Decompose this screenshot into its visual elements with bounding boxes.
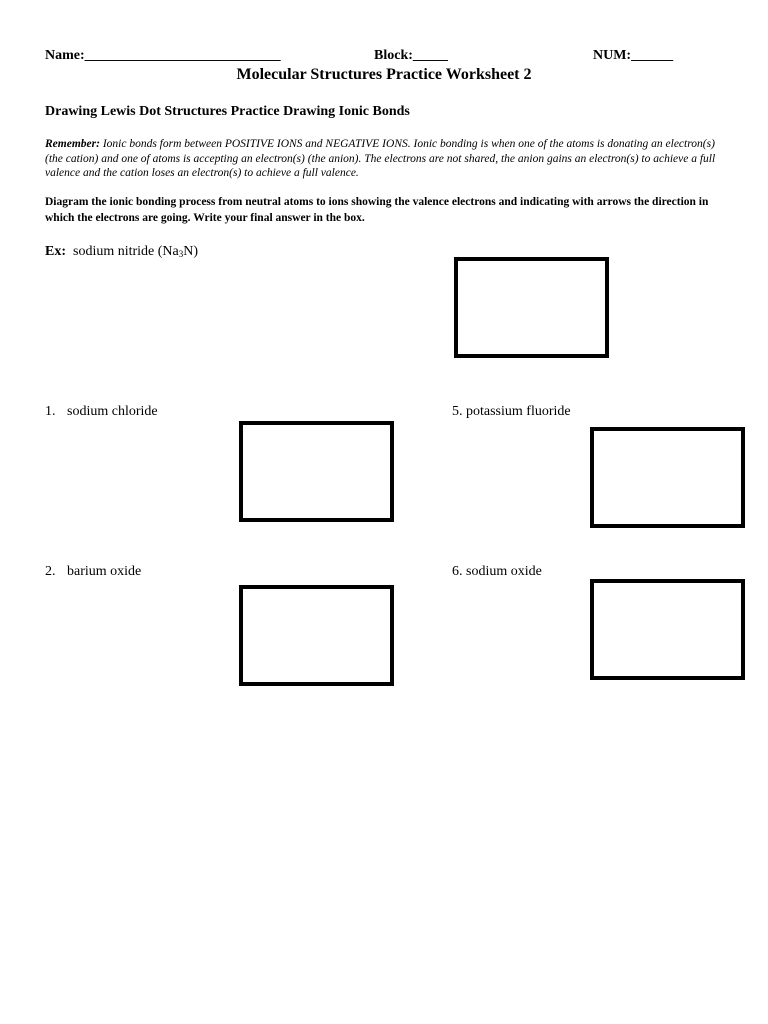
- problem-2-text: barium oxide: [67, 564, 142, 579]
- example-text: [73, 244, 198, 259]
- remember-text: Ionic bonds form between POSITIVE IONS and NEGATIVE IONS. Ionic bonding is when one of the atoms is donating an electron(s) (the cation) and one of atoms is accepting an electron(s) (the anion). The electrons are not shared, the anion gains an electron(s) to achieve a full valence and the cation loses an electron(s) to achieve a full valence.: [45, 138, 716, 179]
- num-field[interactable]: NUM:______: [593, 48, 674, 63]
- name-field[interactable]: Name:____________________________: [45, 48, 281, 63]
- example-text-pre: sodium nitride (Na: [73, 244, 179, 259]
- problem-5: 5. potassium fluoride: [452, 404, 571, 419]
- remember-label: Remember:: [45, 138, 100, 150]
- problem-5-answer-box[interactable]: [590, 427, 745, 528]
- page-title: Molecular Structures Practice Worksheet 2: [236, 66, 532, 83]
- problem-6: 6. sodium oxide: [452, 564, 542, 579]
- problem-2: [45, 564, 141, 580]
- example-label: Ex:: [45, 244, 66, 259]
- problem-2-number: 2.: [45, 564, 56, 579]
- problem-2-answer-box[interactable]: [239, 585, 394, 686]
- example-item: [45, 244, 198, 260]
- problem-1: [45, 404, 158, 420]
- problem-1-answer-box[interactable]: [239, 421, 394, 522]
- example-subscript: 3: [178, 249, 184, 259]
- block-field[interactable]: Block:_____: [374, 48, 448, 63]
- section-heading: Drawing Lewis Dot Structures Practice Drawing Ionic Bonds: [45, 104, 410, 119]
- example-answer-box[interactable]: [454, 257, 609, 358]
- remember-paragraph: [45, 137, 735, 181]
- problem-6-answer-box[interactable]: [590, 579, 745, 680]
- instruction-paragraph: Diagram the ionic bonding process from neutral atoms to ions showing the valence electrons and indicating with arrows the direction in which the electrons are going. Write your final answer in the box.: [45, 196, 709, 224]
- problem-1-text: sodium chloride: [67, 404, 158, 419]
- problem-1-number: 1.: [45, 404, 56, 419]
- example-text-post: N): [183, 244, 199, 259]
